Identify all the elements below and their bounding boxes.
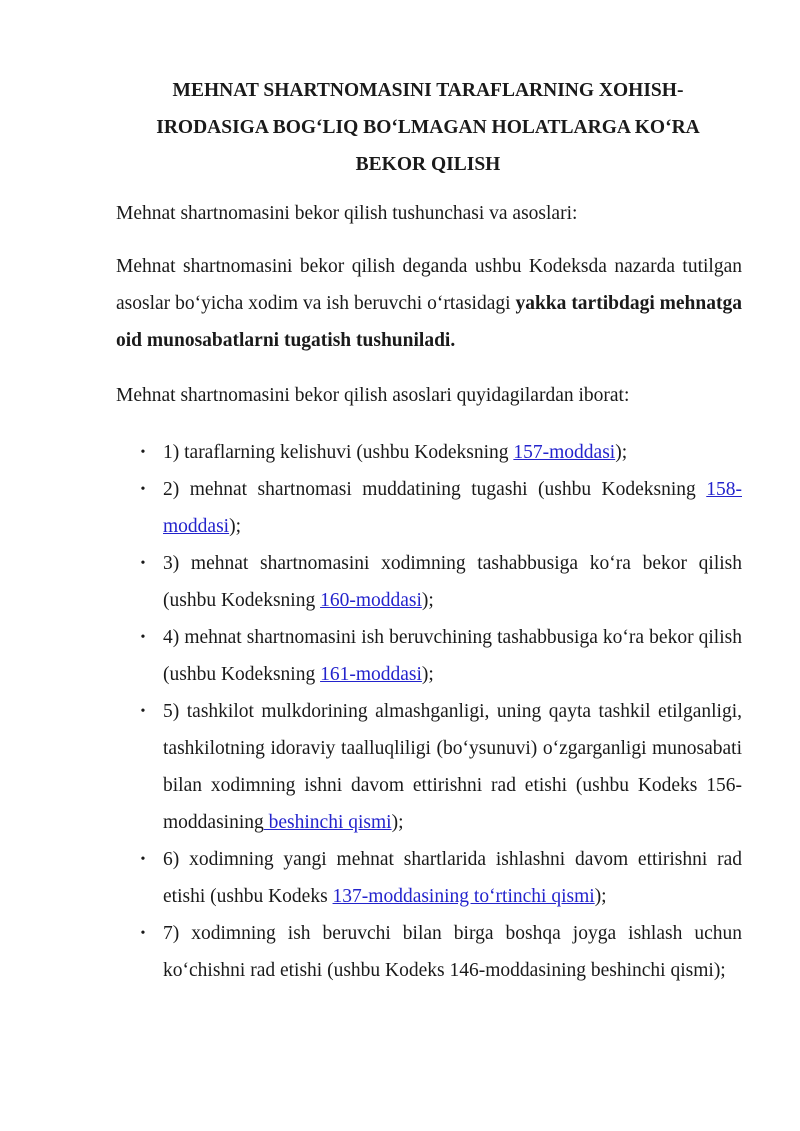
item-suffix: ); — [421, 590, 434, 611]
grounds-list — [0, 434, 800, 989]
list-item — [0, 915, 800, 989]
title-line-2: IRODASIGA BOG‘LIQ BO‘LMAGAN HOLATLARGA KO‘RA — [156, 117, 700, 138]
list-item — [0, 693, 800, 841]
item-suffix: ); — [391, 812, 404, 833]
item-text: 6) xodimning yangi mehnat shartlarida ishlashni davom ettirishni rad etishi (ushbu Kodeks — [163, 849, 742, 907]
definition-bold: yakka tartibdagi mehnatga oid munosabatlarni tugatish tushuniladi. — [116, 293, 742, 351]
article-link-137-part-4[interactable]: 137-moddasining to‘rtinchi qismi — [332, 886, 595, 907]
definition-paragraph — [116, 248, 742, 359]
item-text: 5) tashkilot mulkdorining almashganligi, uning qayta tashkil etilganligi, tashkilotning idoraviy taalluqliligi (bo‘ysunuvi) o‘zgarganligi munosabati bilan xodimning ishni davom ettirishni rad etishi (ushbu Kodeks 156-moddasining — [163, 701, 742, 833]
title-line-1: MEHNAT SHARTNOMASINI TARAFLARNING XOHISH- — [172, 80, 684, 101]
article-link-158[interactable]: 158-moddasi — [163, 479, 742, 537]
item-suffix: ); — [615, 442, 628, 463]
definition-text: Mehnat shartnomasini bekor qilish deganda ushbu Kodeksda nazarda tutilgan asoslar bo‘yicha xodim va ish beruvchi o‘rtasidagi — [116, 256, 742, 314]
page-title — [110, 72, 746, 183]
article-link-157[interactable]: 157-moddasi — [513, 442, 616, 463]
title-line-3: BEKOR QILISH — [355, 154, 501, 175]
list-item — [0, 434, 800, 471]
item-suffix: ); — [229, 516, 242, 537]
list-item — [0, 545, 800, 619]
bullet-icon: • — [140, 630, 146, 645]
list-item — [0, 841, 800, 915]
bullet-icon: • — [140, 704, 146, 719]
item-text: 2) mehnat shartnomasi muddatining tugashi (ushbu Kodeksning — [163, 479, 707, 500]
bullet-icon: • — [140, 556, 146, 571]
article-link-161[interactable]: 161-moddasi — [320, 664, 422, 685]
intro-paragraph: Mehnat shartnomasini bekor qilish tushunchasi va asoslari: — [116, 203, 578, 224]
list-item — [0, 619, 800, 693]
item-text: 7) xodimning ish beruvchi bilan birga boshqa joyga ishlash uchun ko‘chishni rad etishi (ushbu Kodeks 146-moddasining beshinchi qismi); — [163, 923, 742, 981]
bullet-icon: • — [140, 852, 146, 867]
article-link-156-part-5[interactable]: beshinchi qismi — [263, 812, 392, 833]
list-intro-paragraph: Mehnat shartnomasini bekor qilish asoslari quyidagilardan iborat: — [116, 385, 630, 406]
bullet-icon: • — [140, 482, 146, 497]
bullet-icon: • — [140, 926, 146, 941]
article-link-160[interactable]: 160-moddasi — [320, 590, 422, 611]
bullet-icon: • — [140, 445, 146, 460]
item-suffix: ); — [421, 664, 434, 685]
item-suffix: ); — [594, 886, 607, 907]
list-item — [0, 471, 800, 545]
item-text: 3) mehnat shartnomasini xodimning tashabbusiga ko‘ra bekor qilish (ushbu Kodeksning — [163, 553, 742, 611]
item-text: 1) taraflarning kelishuvi (ushbu Kodeksning — [163, 442, 514, 463]
item-text: 4) mehnat shartnomasini ish beruvchining tashabbusiga ko‘ra bekor qilish (ushbu Kodeksning — [163, 627, 742, 685]
